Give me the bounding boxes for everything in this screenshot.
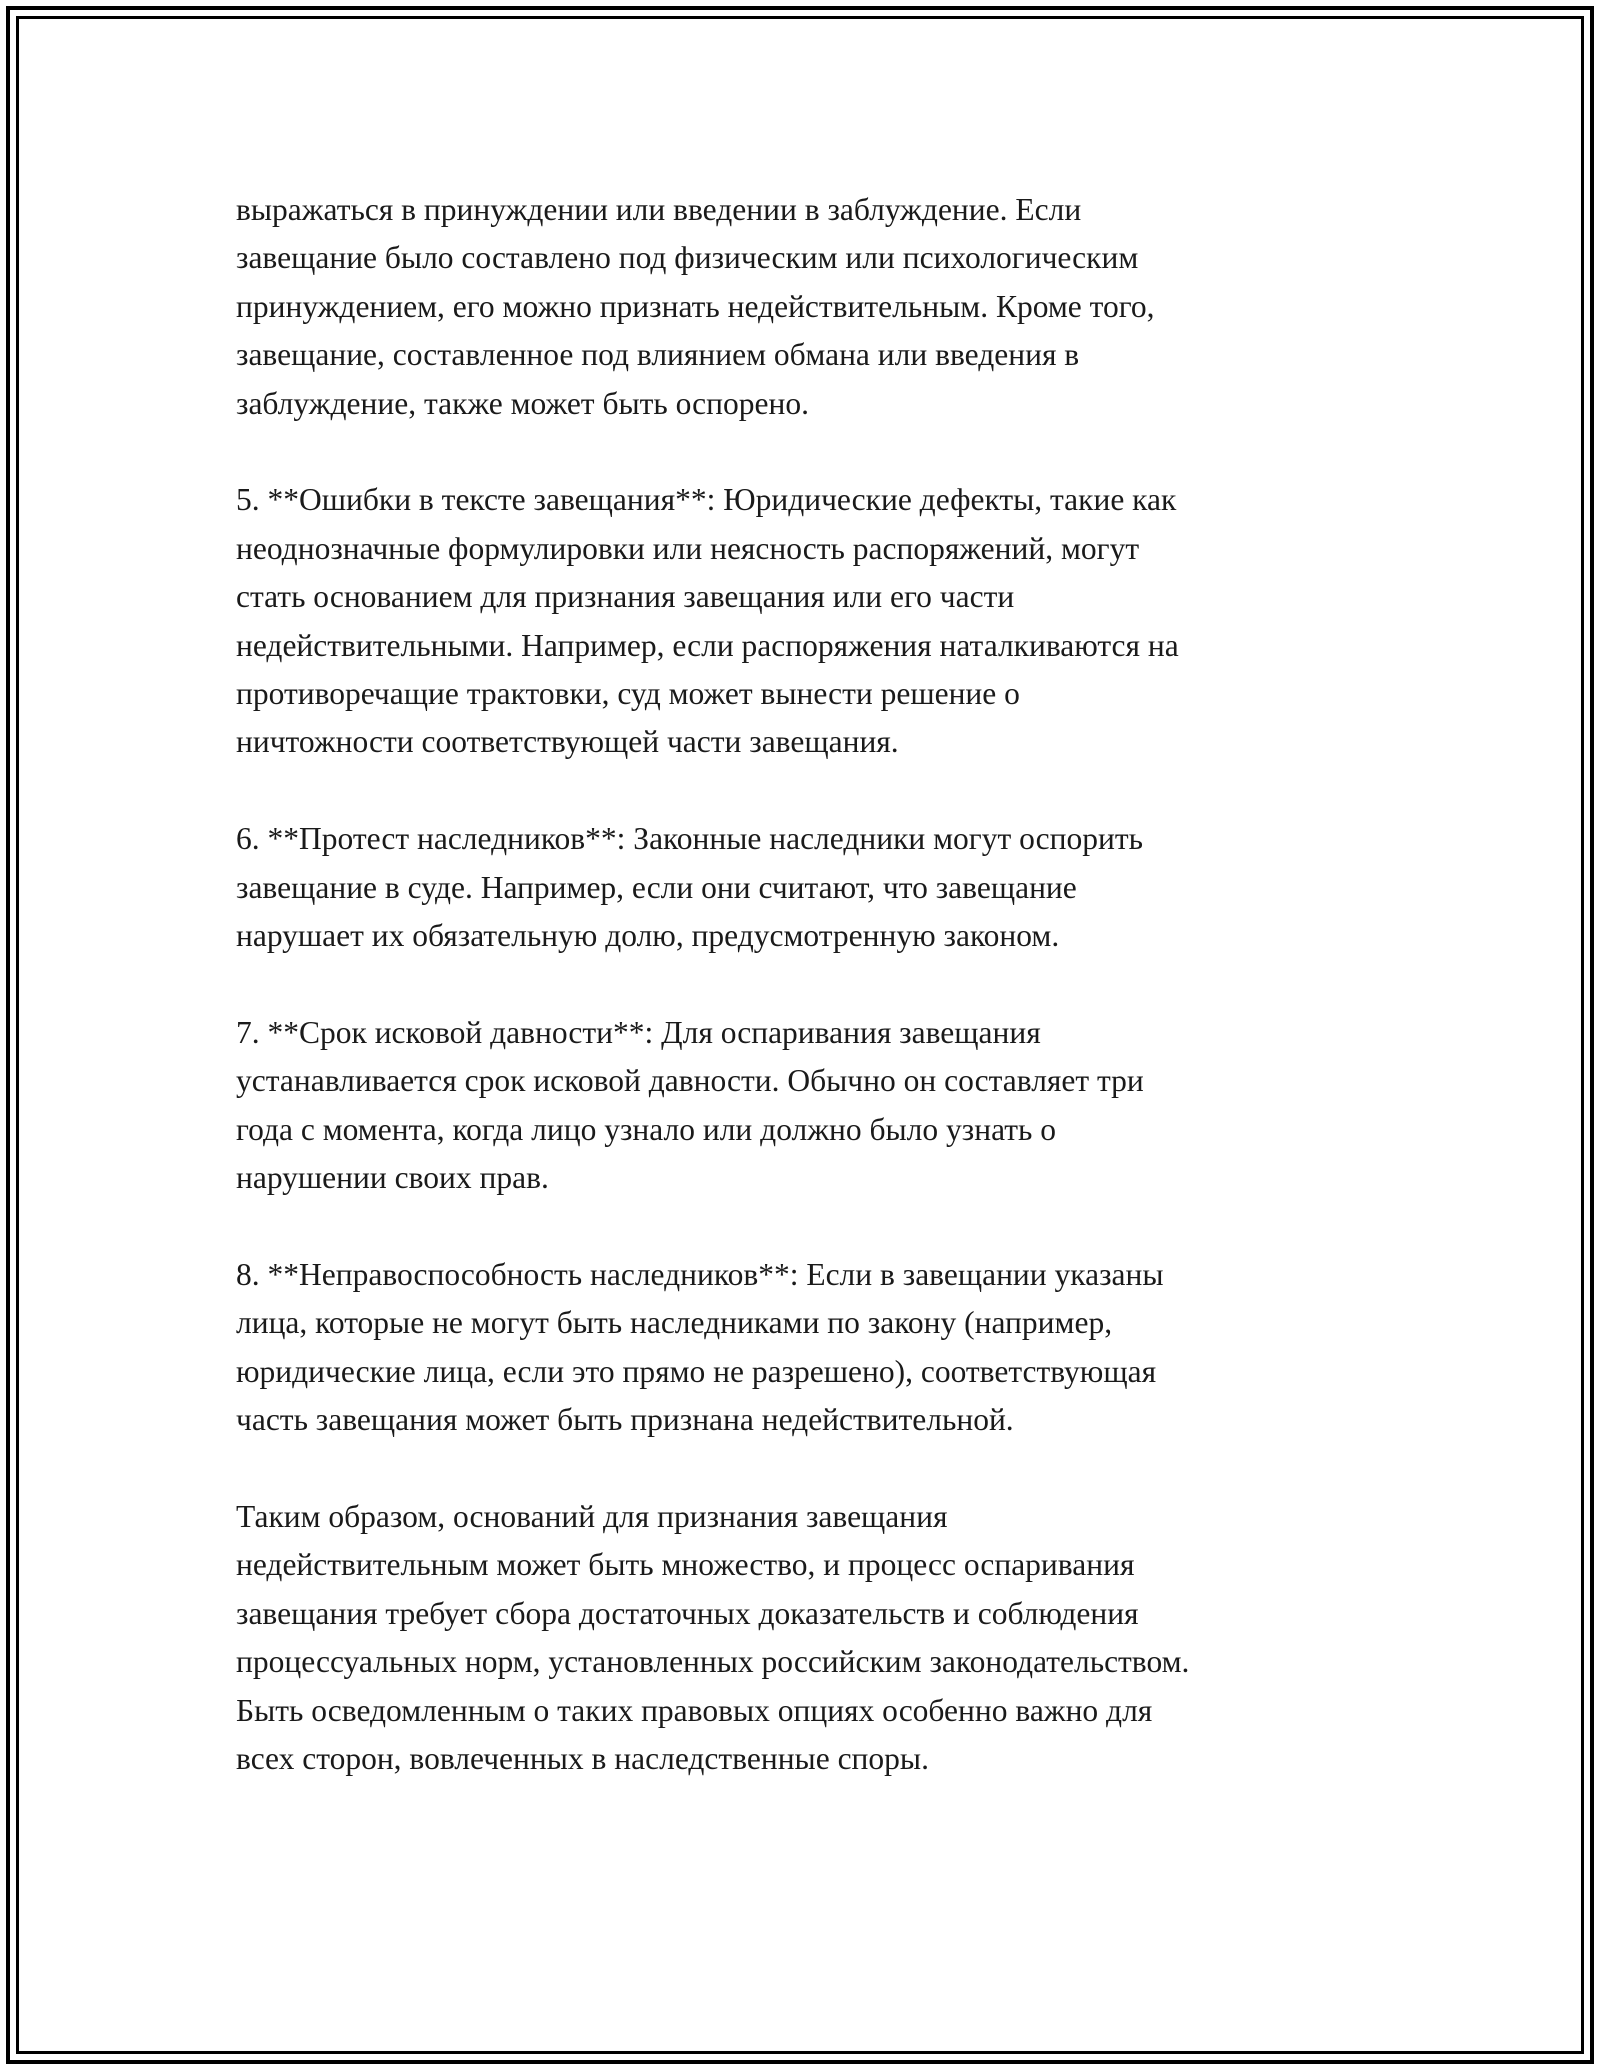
text-line: часть завещания может быть признана недействительной. bbox=[236, 1402, 1014, 1438]
text-line: лица, которые не могут быть наследниками по закону (например, bbox=[236, 1305, 1113, 1341]
text-line: Быть осведомленным о таких правовых опциях особенно важно для bbox=[236, 1692, 1153, 1728]
text-line: 6. **Протест наследников**: Законные наследники могут оспорить bbox=[236, 821, 1143, 857]
text-line: завещание в суде. Например, если они считают, что завещание bbox=[236, 869, 1077, 905]
text-line: завещание, составленное под влиянием обмана или введения в bbox=[236, 337, 1080, 373]
paragraph-item-8 bbox=[236, 1251, 1416, 1445]
text-line: юридические лица, если это прямо не разрешено), соответствующая bbox=[236, 1353, 1157, 1389]
document-body bbox=[236, 186, 1416, 1832]
text-line: года с момента, когда лицо узнало или должно было узнать о bbox=[236, 1111, 1056, 1147]
paragraph-item-5 bbox=[236, 476, 1416, 766]
paragraph-conclusion bbox=[236, 1493, 1416, 1783]
text-line: недействительными. Например, если распоряжения наталкиваются на bbox=[236, 627, 1179, 663]
text-line: устанавливается срок исковой давности. Обычно он составляет три bbox=[236, 1063, 1144, 1099]
text-line: принуждением, его можно признать недействительным. Кроме того, bbox=[236, 288, 1155, 324]
text-line: противоречащие трактовки, суд может вынести решение о bbox=[236, 676, 1020, 712]
text-line: 5. **Ошибки в тексте завещания**: Юридические дефекты, такие как bbox=[236, 482, 1177, 518]
text-line: завещание было составлено под физическим или психологическим bbox=[236, 240, 1139, 276]
text-line: всех сторон, вовлеченных в наследственные споры. bbox=[236, 1740, 929, 1776]
text-line: неоднозначные формулировки или неясность распоряжений, могут bbox=[236, 530, 1140, 566]
text-line: нарушении своих прав. bbox=[236, 1160, 549, 1196]
paragraph-coercion-continuation bbox=[236, 186, 1416, 428]
text-line: недействительным может быть множество, и процесс оспаривания bbox=[236, 1547, 1135, 1583]
text-line: нарушает их обязательную долю, предусмотренную законом. bbox=[236, 918, 1060, 954]
text-line: ничтожности соответствующей части завещания. bbox=[236, 724, 899, 760]
text-line: выражаться в принуждении или введении в заблуждение. Если bbox=[236, 192, 1082, 227]
text-line: Таким образом, оснований для признания завещания bbox=[236, 1498, 948, 1534]
paragraph-item-7 bbox=[236, 1009, 1416, 1203]
text-line: 7. **Срок исковой давности**: Для оспаривания завещания bbox=[236, 1014, 1041, 1050]
text-line: заблуждение, также может быть оспорено. bbox=[236, 385, 809, 421]
text-line: стать основанием для признания завещания или его части bbox=[236, 579, 1015, 615]
text-line: завещания требует сбора достаточных доказательств и соблюдения bbox=[236, 1595, 1139, 1631]
text-line: процессуальных норм, установленных российским законодательством. bbox=[236, 1644, 1190, 1680]
paragraph-item-6 bbox=[236, 815, 1416, 960]
text-line: 8. **Неправоспособность наследников**: Если в завещании указаны bbox=[236, 1256, 1164, 1292]
